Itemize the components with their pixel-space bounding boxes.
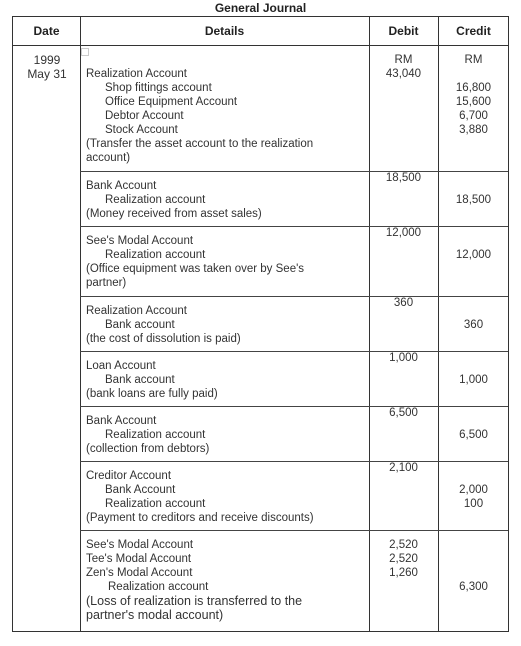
header-details: Details <box>204 24 245 38</box>
debit-account: Loan Account <box>86 360 156 372</box>
credit-account: Shop fittings account <box>105 82 212 94</box>
narration: (Money received from asset sales) <box>86 208 262 220</box>
column-divider <box>80 17 81 631</box>
entry-separator <box>80 461 508 462</box>
debit-account: Bank Account <box>86 415 157 427</box>
debit-amount: 12,000 <box>385 227 422 239</box>
credit-account: Bank account <box>105 374 175 386</box>
debit-account: Tee's Modal Account <box>86 553 192 565</box>
entry-separator <box>80 351 508 352</box>
credit-amount: 360 <box>463 319 484 331</box>
debit-amount: 2,100 <box>389 462 418 474</box>
credit-amount: 6,700 <box>459 110 488 122</box>
cell-handle-icon <box>81 48 89 56</box>
debit-amount: 1,260 <box>389 567 418 579</box>
narration: account) <box>86 152 131 164</box>
credit-account: Realization account <box>105 249 206 261</box>
journal-title: General Journal <box>214 1 307 15</box>
debit-amount: 43,040 <box>385 68 422 80</box>
credit-amount: 16,800 <box>455 82 492 94</box>
debit-amount: 6,500 <box>389 407 418 419</box>
credit-amount: 3,880 <box>459 124 488 136</box>
header-divider <box>13 45 508 46</box>
narration: (collection from debtors) <box>86 443 210 455</box>
debit-account: Zen's Modal Account <box>86 567 193 579</box>
date-year: 1999 <box>33 53 61 67</box>
narration: (Loss of realization is transferred to the <box>86 594 303 608</box>
debit-account: Creditor Account <box>86 470 172 482</box>
debit-account: Realization Account <box>86 305 188 317</box>
narration: (the cost of dissolution is paid) <box>86 333 241 345</box>
entry-separator <box>80 226 508 227</box>
debit-account: Bank Account <box>86 180 157 192</box>
credit-account: Bank Account <box>105 484 176 496</box>
credit-account: Realization account <box>105 429 206 441</box>
credit-account: Bank account <box>105 319 175 331</box>
narration: partner) <box>86 277 127 289</box>
credit-account: Realization account <box>105 498 206 510</box>
debit-amount: 2,520 <box>389 539 418 551</box>
debit-currency: RM <box>394 54 413 66</box>
general-journal-table <box>12 16 509 632</box>
debit-account: See's Modal Account <box>86 539 194 551</box>
credit-account: Debtor Account <box>105 110 184 122</box>
header-credit: Credit <box>456 24 491 38</box>
credit-amount: 6,500 <box>459 429 488 441</box>
credit-amount: 12,000 <box>455 249 492 261</box>
credit-account: Realization account <box>105 194 206 206</box>
date-day: May 31 <box>27 67 67 81</box>
entry-separator <box>80 530 508 531</box>
credit-amount: 15,600 <box>455 96 492 108</box>
credit-amount: 6,300 <box>459 581 488 593</box>
credit-account: Stock Account <box>105 124 178 136</box>
credit-amount: 1,000 <box>459 374 488 386</box>
debit-amount: 1,000 <box>389 352 418 364</box>
entry-separator <box>80 296 508 297</box>
credit-amount: 100 <box>463 498 484 510</box>
header-date: Date <box>33 24 60 38</box>
credit-currency: RM <box>464 54 483 66</box>
header-debit: Debit <box>388 24 419 38</box>
debit-account: See's Modal Account <box>86 235 194 247</box>
narration: (Office equipment was taken over by See's <box>86 263 305 275</box>
debit-amount: 360 <box>393 297 414 309</box>
debit-amount: 2,520 <box>389 553 418 565</box>
credit-account: Office Equipment Account <box>105 96 238 108</box>
credit-account: Realization account <box>108 581 209 593</box>
narration: (bank loans are fully paid) <box>86 388 218 400</box>
credit-amount: 18,500 <box>455 194 492 206</box>
narration: partner's modal account) <box>86 608 224 622</box>
debit-account: Realization Account <box>86 68 188 80</box>
debit-amount: 18,500 <box>385 172 422 184</box>
credit-amount: 2,000 <box>459 484 488 496</box>
entry-separator <box>80 171 508 172</box>
narration: (Transfer the asset account to the realization <box>86 138 314 150</box>
entry-separator <box>80 406 508 407</box>
narration: (Payment to creditors and receive discounts) <box>86 512 314 524</box>
